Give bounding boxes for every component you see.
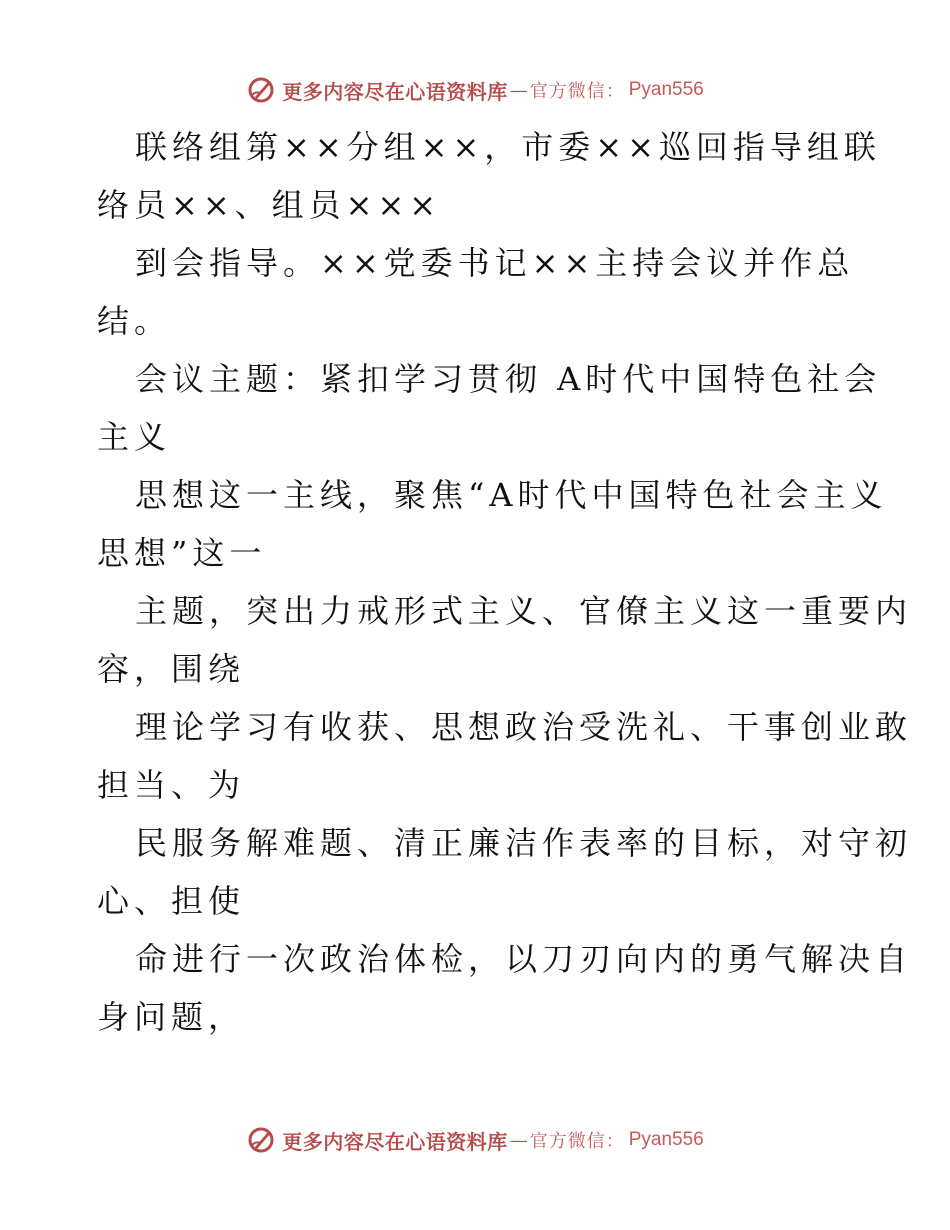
watermark-brand: 更多内容尽在心语资料库 <box>282 79 508 104</box>
text-line: 联络组第××分组××，市委××巡回指导组联 <box>135 128 881 166</box>
watermark-official-label: 官方微信： <box>529 81 625 102</box>
text-line: 思想”这一 <box>97 534 267 572</box>
quill-seal-icon <box>246 1125 276 1155</box>
watermark-official-label: 官方微信： <box>529 1131 625 1152</box>
watermark-dash: — <box>509 1129 528 1151</box>
watermark-wechat-id: Pyan556 <box>628 79 704 100</box>
watermark-brand: 更多内容尽在心语资料库 <box>282 1129 508 1154</box>
quill-seal-icon <box>246 75 276 105</box>
text-line: 主义 <box>97 418 172 456</box>
text-line: 理论学习有收获、思想政治受洗礼、干事创业敢 <box>135 708 913 746</box>
text-line: 结。 <box>97 302 172 340</box>
footer-watermark <box>0 1120 950 1160</box>
text-line: 会议主题：紧扣学习贯彻 A时代中国特色社会 <box>135 360 882 398</box>
header-watermark <box>0 70 950 110</box>
text-line: 容，围绕 <box>97 650 246 688</box>
text-line: 络员××、组员××× <box>97 186 442 224</box>
text-line: 到会指导。××党委书记××主持会议并作总 <box>135 244 855 282</box>
text-line: 身问题， <box>97 998 246 1036</box>
watermark-dash: — <box>509 79 528 101</box>
text-line: 心、担使 <box>97 882 246 920</box>
text-line: 思想这一主线，聚焦“A时代中国特色社会主义 <box>135 476 888 514</box>
text-line: 民服务解难题、清正廉洁作表率的目标，对守初 <box>135 824 913 862</box>
text-line: 命进行一次政治体检，以刀刃向内的勇气解决自 <box>135 940 913 978</box>
text-line: 主题，突出力戒形式主义、官僚主义这一重要内 <box>135 592 913 630</box>
document-body <box>97 118 913 1046</box>
text-line: 担当、为 <box>97 766 246 804</box>
watermark-wechat-id: Pyan556 <box>628 1129 704 1150</box>
